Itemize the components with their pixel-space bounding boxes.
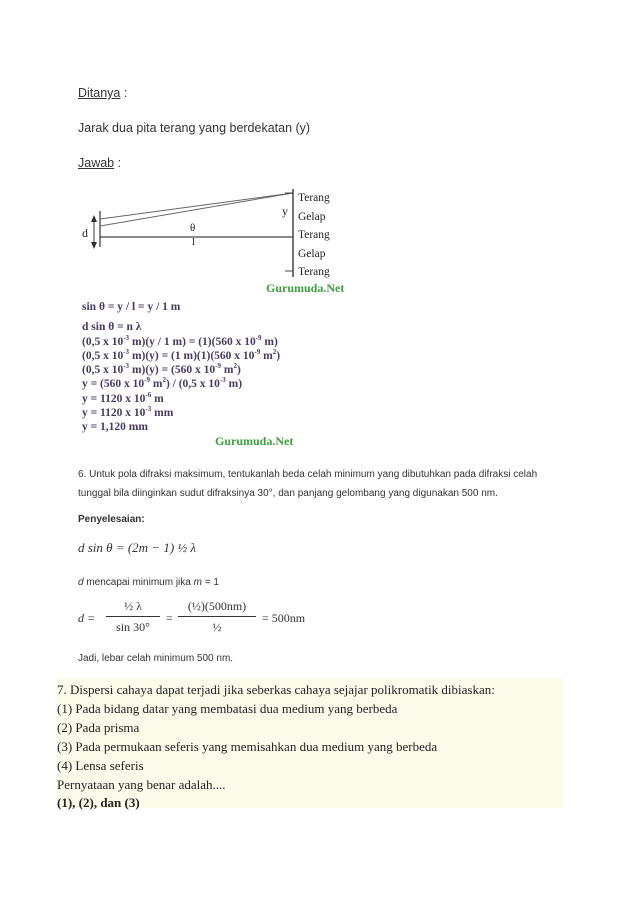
diagram-watermark: Gurumuda.Net <box>266 281 345 295</box>
label-d: d <box>82 226 88 240</box>
solution-line-3: (0,5 x $10^{-3}$ m)(y / 1 m) = (1)(560 x $10^{-9}$ m) <box>82 333 278 348</box>
condition-line <box>78 577 219 588</box>
solution-line-8: y = 1120 x $10^{-3}$ mm <box>82 405 174 420</box>
solution-line-5: (0,5 x $10^{-3}$ m)(y) = (560 x $10^{-9}$ $m^2$) <box>82 362 241 377</box>
formula2-num1: ½ λ <box>124 599 142 613</box>
solution-line-2: d sin θ = n λ <box>82 321 142 334</box>
fringe-gelap-2: Gelap <box>298 247 326 260</box>
solution-line-4: (0,5 x $10^{-3}$ m)(y) = (1 m)(1)(560 x $10^{-9}$ $m^2$) <box>82 348 281 362</box>
formula2-result: = 500nm <box>262 611 306 625</box>
problem7-statement: Pernyataan yang benar adalah.... <box>57 777 226 792</box>
solution-line-9: y = 1,120 mm <box>82 421 148 434</box>
formula2-eq1: = <box>166 611 173 625</box>
fringe-labels <box>298 189 330 282</box>
formula2-den1: sin 30° <box>116 620 150 634</box>
d-arrow-bottom <box>91 242 97 249</box>
penyelesaian-label: Penyelesaian: <box>78 514 145 525</box>
jawab-colon: : <box>114 156 122 170</box>
solution-line-1: sin θ = y / l = y / 1 m <box>82 301 181 313</box>
problem7-answer: (1), (2), dan (3) <box>57 795 140 810</box>
solution-watermark: Gurumuda.Net <box>215 434 294 448</box>
ray-second <box>100 193 293 226</box>
label-theta: θ <box>190 222 196 234</box>
d-arrow-top <box>91 215 97 222</box>
question-text: Jarak dua pita terang yang berdekatan (y) <box>78 121 311 135</box>
ditanya-line <box>78 86 127 100</box>
jawab-line <box>78 156 121 170</box>
problem7-option-3: (3) Pada permukaan seferis yang memisahkan dua medium yang berbeda <box>57 739 438 754</box>
fringe-terang-1: Terang <box>298 192 330 204</box>
ditanya-label: Ditanya <box>78 86 121 100</box>
formula2-den2: ½ <box>212 620 222 634</box>
label-l: l <box>192 236 196 248</box>
label-y: y <box>282 204 288 218</box>
condition-d: d <box>78 577 84 588</box>
formula-1: d sin θ = (2m − 1) ½ λ <box>78 540 197 555</box>
solution-line-6: y = (560 x $10^{-9}$ $m^2) / (0,5$ x $10^{-3}$ m) <box>82 376 243 391</box>
problem7-title: 7. Dispersi cahaya dapat terjadi jika seberkas cahaya sejajar polikromatik dibiaskan: <box>57 682 495 697</box>
formula-2 <box>78 599 378 639</box>
problem7-option-4: (4) Lensa seferis <box>57 758 144 773</box>
problem7-option-1: (1) Pada bidang datar yang membatasi dua medium yang berbeda <box>57 701 398 716</box>
formula2-bar1 <box>106 616 160 617</box>
condition-m: m <box>193 577 202 588</box>
condition-end: = 1 <box>201 577 219 588</box>
solution-line-7: y = 1120 x $10^{-6}$ m <box>82 390 164 405</box>
fringe-terang-3: Terang <box>298 266 330 278</box>
problem6-line1: 6. Untuk pola difraksi maksimum, tentukanlah beda celah minimum yang dibutuhkan pada difraksi celah <box>78 469 538 480</box>
conclusion: Jadi, lebar celah minimum 500 nm. <box>78 653 234 664</box>
formula2-lhs: d = <box>78 611 96 625</box>
problem6-line2: tunggal bila diinginkan sudut difraksinya 30°, dan panjang gelombang yang digunakan 500 nm. <box>78 488 498 499</box>
fringe-gelap-1: Gelap <box>298 210 326 223</box>
fringe-terang-2: Terang <box>298 229 330 241</box>
jawab-label: Jawab <box>78 156 115 170</box>
ditanya-colon: : <box>120 86 128 100</box>
formula2-bar2 <box>178 616 256 617</box>
formula2-num2: (½)(500nm) <box>187 599 247 613</box>
problem7-option-2: (2) Pada prisma <box>57 720 140 735</box>
solution-block <box>82 300 280 435</box>
condition-mid: mencapai minimum jika <box>83 577 194 588</box>
ray-top <box>100 193 293 219</box>
